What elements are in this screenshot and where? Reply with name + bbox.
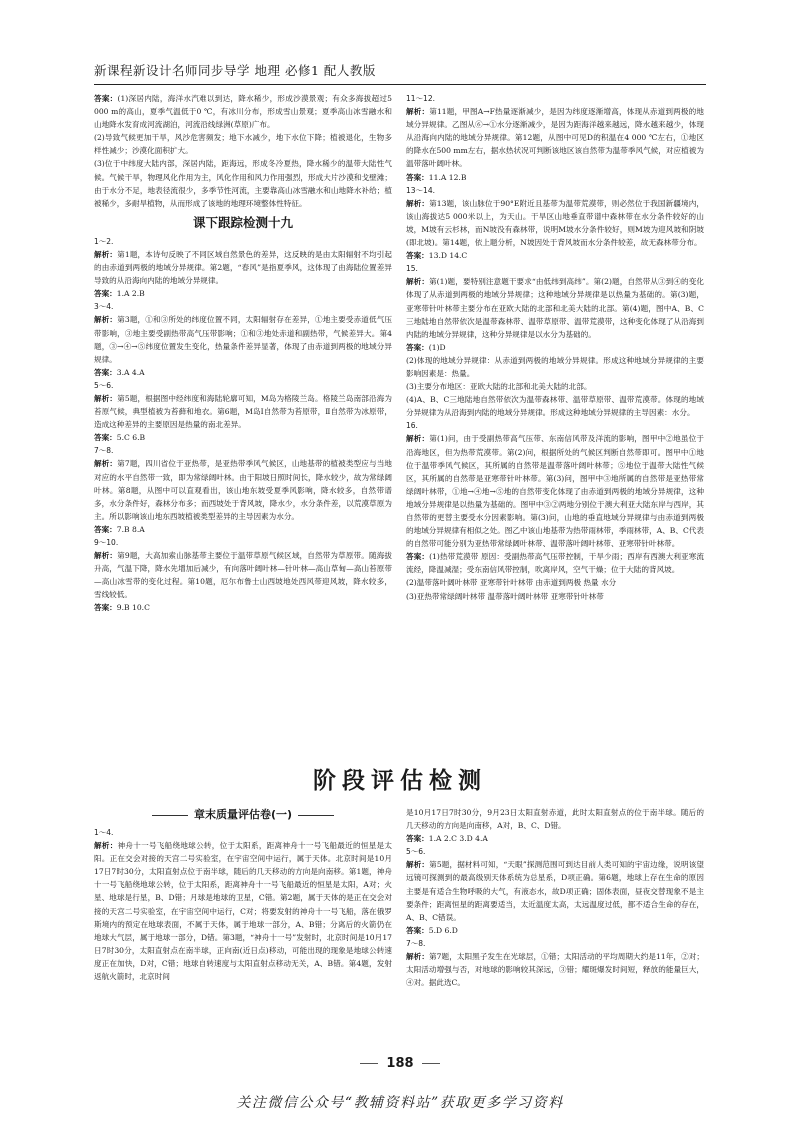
paragraph-label: 解析： [94, 459, 118, 469]
paragraph-label: 解析： [406, 107, 430, 117]
analysis-paragraph [406, 105, 704, 170]
bottom-left-list [94, 826, 392, 983]
answer-paragraph [406, 832, 704, 845]
answer-paragraph [406, 171, 704, 184]
paragraph-label: 答案： [406, 251, 429, 261]
paragraph-text: (1)热带荒漠带 原因：受副热带高气压带控制，干旱少雨；西岸有西澳大利亚寒流流经，降温减湿；受东南信风带控制，吹离岸风，空气干燥；位于大陆的背风坡。 [406, 552, 705, 575]
paragraph-text: 是10月17日7时30分，9月23日太阳直射赤道，此时太阳直射点的位于南半球。随后的几天移动的方向是向南移，A对，B、C、D错。 [406, 808, 704, 831]
text-paragraph [406, 576, 704, 589]
text-paragraph [94, 157, 392, 209]
paragraph-text: 第(1)问，由于受副热带高气压带、东南信风带及洋流的影响，图甲中②地虽位于沿海地区，但为热带荒漠带。第(2)问，根据所处的气候区判断自然带即可。图甲中①地位于温带季风气候区，其所属的自然带是温带落叶阔叶林带；⑤地位于温带大陆性气候区，其所属的自然带是亚寒带针叶林带。第(3)问，图甲中③地所属的自然带是亚热带常绿阔叶林带，①地→④地→⑤地的自然带变化体现了由赤道到两极的地域分异规律，这种地域分异规律是以热量为基础的。图甲中③②两地分别位于澳大利亚大陆东岸与西岸，其自然带的更替主要受水分因素影响。第(3)问，山地的垂直地域分异规律与由赤道到两极的地域分异规律有相似之处。图乙中该山地基带为热带雨林带，季雨林带，A、B、C代表的自然带可能分别为亚热带常绿阔叶林带、温带落叶阔叶林带、亚寒带针叶林带。 [406, 434, 704, 549]
answer-paragraph [94, 366, 392, 379]
paragraph-text: 11.A 12.B [428, 172, 467, 182]
paragraph-text: (2)导致气候更加干旱，风沙危害频发；地下水减少，地下水位下降；植被退化，生物多样性减少；沙漠化面积扩大。 [94, 133, 392, 156]
answer-paragraph [406, 924, 704, 937]
answer-paragraph [406, 249, 704, 262]
paragraph-text: 3.A 4.A [116, 367, 145, 377]
analysis-paragraph [94, 549, 392, 601]
text-paragraph [406, 393, 704, 419]
paragraph-text: 5.D 6.D [428, 925, 458, 935]
paragraph-label: 答案： [94, 603, 117, 613]
paragraph-text: 第7题，太阳黑子发生在光球层，①错；太阳活动的平均周期大约是11年，②对；太阳活动增强与否，对地球的影响较其深远，③错；耀斑爆发时间短，释放的能量巨大，④对。据此选C。 [406, 952, 704, 988]
answer-paragraph [94, 601, 392, 614]
analysis-paragraph [94, 313, 392, 365]
header-title: 新课程新设计名师同步导学 地理 必修1 配人教版 [94, 63, 376, 78]
text-paragraph [406, 354, 704, 380]
title-rule-left [152, 815, 188, 816]
paragraph-text: 第13题，该山脉位于90°E附近且基带为温带荒漠带，则必然位于我国新疆境内，该山海拔达5 000米以上，为天山。干旱区山地垂直带谱中森林带在水分条件较好的山坡，M坡有云杉林，而N坡没有森林带，说明M坡水分条件较好，则M坡为迎风坡和阴坡(即北坡)。第14题，依上题分析，N坡因处于背风坡而水分条件较差，故无森林带分布。 [406, 198, 704, 248]
paragraph-text: 5.C 6.B [116, 433, 146, 443]
paragraph-text: (3)主要分布地区：亚欧大陆的北部和北美大陆的北部。 [406, 382, 592, 392]
bottom-right-list [406, 806, 704, 989]
paragraph-text: 1.A 2.B [116, 289, 145, 299]
paragraph-label: 解析： [94, 315, 118, 325]
question-number: 9～10. [94, 538, 119, 547]
previous-answer-block [94, 92, 392, 210]
text-paragraph [94, 131, 392, 157]
paragraph-text: (4)A、B、C三地陆地自然带依次为温带森林带、温带草原带、温带荒漠带。体现的地域分异规律为从沿海到内陆的地域分异规律。形成这种地域分异规律的主导因素：水分。 [406, 395, 704, 418]
paragraph-label: 答案： [406, 925, 429, 935]
answer-paragraph [94, 431, 392, 444]
paragraph-text: 第5题，据材料可知，“天眼”探测范围可到达目前人类可知的宇宙边缘，说明该望远镜可探测到的最高级别天体系统为总星系，D项正确。第6题，地球上存在生命的原因主要是有适合生物呼吸的大气，有液态水，故D项正确；固体表面，昼夜交替现象不是主要条件；距离恒星的距离要适当，太近温度太高，太远温度过低，都不适合生命的存在，A、B、C错误。 [406, 860, 705, 922]
paragraph-label: 答案： [94, 94, 118, 103]
page-number-wrap [0, 1056, 800, 1071]
paragraph-label: 解析： [94, 551, 118, 561]
paragraph-text: 9.B 10.C [116, 603, 150, 613]
analysis-paragraph [94, 457, 392, 522]
paragraph-text: 13.D 14.C [428, 251, 468, 261]
left-column [94, 92, 392, 615]
analysis-paragraph [406, 197, 704, 249]
paragraph-text: 第11题，甲图A→F热量逐渐减少，是因为纬度逐渐增高，体现从赤道到两极的地域分异规律。乙图从⑥→①水分逐渐减少，是因为距海洋越来越远，降水越来越少，体现从沿海向内陆的地域分异规律。第12题，从图中可见D的积温在4 000 ℃左右，①地区的降水在500 mm左右，据水热状况可判断该地区该自然带为温带季风气候，对应植被为温带落叶阔叶林。 [406, 107, 704, 169]
question-number: 7～8. [406, 938, 426, 948]
question-number: 7～8. [94, 446, 114, 456]
chapter-title: 章末质量评估卷(一) [193, 808, 293, 821]
paragraph-label: 解析： [406, 952, 429, 962]
answer-paragraph [94, 523, 392, 536]
bottom-right-column [406, 806, 704, 989]
paragraph-label: 解析： [406, 277, 430, 287]
paragraph-text: (2)体现的地域分异规律：从赤道到两极的地域分异规律。形成这种地域分异规律的主要影响因素是：热量。 [406, 355, 704, 378]
analysis-paragraph [406, 950, 704, 989]
paragraph-text: (3)亚热带常绿阔叶林带 温带落叶阔叶林带 亚寒带针叶林带 [406, 591, 604, 601]
paragraph-label: 解析： [406, 198, 430, 208]
footer-note: 关注微信公众号“教辅资料站”获取更多学习资料 [236, 1095, 564, 1111]
question-number: 5～6. [406, 847, 426, 857]
question-number: 5～6. [94, 380, 114, 390]
paragraph-label: 答案： [406, 834, 429, 844]
paragraph-text: 1.A 2.C 3.D 4.A [428, 834, 488, 844]
paragraph-label: 解析： [406, 860, 430, 870]
paragraph-text: (3)位于中纬度大陆内部，深居内陆，距海远，形成冬冷夏热，降水稀少的温带大陆性气候。气候干旱，物理风化作用为主，风化作用和风力作用强烈，形成大片沙漠和戈壁滩；由于水分不足，地表径流很少，多季节性河流，主要靠高山冰雪融水和山地降水补给；植被稀少，多耐旱植物，从而形成了该地的地理环境整体性特征。 [94, 159, 392, 208]
paragraph-text: (2)温带落叶阔叶林带 亚寒带针叶林带 由赤道到两极 热量 水分 [406, 578, 617, 588]
page-dash-left [360, 1063, 378, 1064]
title-rule-right [298, 815, 334, 816]
question-number: 11～12. [406, 94, 435, 103]
paragraph-text: (1)深居内陆，海洋水汽难以到达，降水稀少，形成沙漠景观；有众多海拔超过5 000 m的高山，夏季气温低于0 ℃，有冰川分布，形成雪山景观；夏季高山冰雪融水和山地降水发育成河流湖泊，河流沿线绿洲(草原)广布。 [94, 94, 392, 130]
page-dash-right [422, 1063, 440, 1064]
answer-paragraph [94, 92, 392, 131]
paragraph-text: 第5题，根据图中经纬度和海陆轮廓可知，M岛为格陵兰岛。格陵兰岛南部沿海为苔原气候，典型植被为苔藓和地衣。第6题，M岛Ⅰ自然带为苔原带，Ⅱ自然带为冰原带，造成这种差异的主要原因是热量的南北差异。 [94, 393, 393, 430]
answer-paragraph [94, 287, 392, 300]
section-title: 课下跟踪检测十九 [192, 214, 293, 230]
question-number: 1～4. [94, 828, 114, 837]
question-number: 13～14. [406, 185, 435, 195]
paragraph-label: 答案： [94, 433, 117, 443]
answer-paragraph [406, 341, 704, 354]
paragraph-text: 第1题，本诗句反映了不同区域自然景色的差异，这反映的是由太阳辐射不均引起的由赤道到两极的地域分异规律。第2题，“春风”是指夏季风，这体现了由海陆位置差异导致的从沿海向内陆的地域分异规律。 [94, 249, 393, 286]
analysis-paragraph [406, 432, 704, 550]
right-question-list [406, 92, 704, 603]
paragraph-text: (1)D [428, 342, 446, 352]
paragraph-label: 答案： [406, 342, 429, 352]
question-number: 3～4. [94, 302, 114, 312]
text-paragraph [406, 380, 704, 393]
question-number: 1～2. [94, 236, 114, 246]
paragraph-text: 第(1)题，要特别注意题干要求“由低纬到高纬”。第(2)题，自然带从③到④的变化体现了从赤道到两极的地域分异规律；这种地域分异规律是以热量为基础的。第(3)题，亚寒带针叶林带主要分布在亚欧大陆的北部和北美大陆的北部。第(4)题，图中A、B、C三地陆地自然带依次是温带森林带、温带草原带、温带荒漠带，这种变化体现了从沿海到内陆的地域分异规律，这种分异规律是以水分为基础的。 [406, 277, 704, 339]
paragraph-text: 第9题，大高加索山脉基带主要位于温带草原气候区域，自然带为草原带。随海拔升高，气温下降，降水先增加后减少，有向落叶阔叶林—针叶林—高山草甸—高山苔原带—高山冰雪带的变化过程。第10题，厄尔布鲁士山西坡地处西风带迎风坡，降水较多，雪线较低。 [94, 551, 393, 600]
analysis-paragraph [406, 275, 704, 340]
answer-paragraph [406, 550, 704, 576]
text-paragraph [406, 806, 704, 832]
paragraph-label: 答案： [406, 552, 430, 562]
paragraph-label: 解析： [94, 393, 118, 403]
paragraph-label: 答案： [94, 289, 117, 299]
stage-title: 阶段评估检测 [313, 767, 487, 794]
left-question-list [94, 235, 392, 615]
paragraph-label: 解析： [406, 434, 430, 444]
paragraph-label: 答案： [94, 367, 117, 377]
question-number: 16. [406, 421, 418, 431]
analysis-paragraph [94, 248, 392, 287]
analysis-paragraph [94, 839, 392, 983]
paragraph-text: 神舟十一号飞船绕地球公转，位于太阳系，距离神舟十一号飞船最近的恒星是太阳。正在交会对接的天宫二号实验室，在宇宙空间中运行，属于天体。北京时间是10月17日7时30分，太阳直射点位于南半球，随后的几天移动的方向是向南移。第1题，神舟十一号飞船绕地球公转，位于太阳系，距离神舟十一号飞船最近的恒星是太阳，A对；火星、地球是行星，B、D错；月球是地球的卫星，C错。第2题，属于天体的是正在交会对接的天宫二号实验室，在宇宙空间中运行，C对；将要发射的神舟十一号飞船，落在俄罗斯境内的预定在地球表面，不属于天体，属于地球一部分，A、B错；分离后的火箭仍在地球大气层，属于地球一部分，D错。第3题，“神舟十一号”发射时，北京时间是10月17日7时30分，太阳直射点在南半球，正向南(近日点)移动，可能出现的现象是地球公转速度正在加快，D对，C错；地球自转速度与太阳直射点移动无关，A、B错。第4题，发射返航火箭时，北京时间 [94, 841, 392, 982]
analysis-paragraph [406, 858, 704, 923]
page-header [94, 58, 706, 85]
paragraph-label: 解析： [94, 249, 118, 259]
paragraph-label: 答案： [94, 524, 117, 534]
paragraph-text: 第3题，①和③所处的纬度位置不同，太阳辐射存在差异，①地主要受赤道低气压带影响，③地主要受副热带高气压带影响；①和③地处赤道和副热带，气候差异大。第4题，③→④→⑤纬度位置发生变化，热量条件差异显著，体现了由赤道到两极的地域分异规律。 [94, 315, 393, 364]
right-column [406, 92, 704, 603]
page-number: 188 [386, 1056, 414, 1071]
chapter-title-wrap [94, 806, 392, 822]
paragraph-text: 7.B 8.A [116, 524, 145, 534]
paragraph-text: 第7题，四川省位于亚热带，是亚热带季风气候区，山地基带的植被类型应与当地对应的水平自然带一致，即为常绿阔叶林。由于阳坡日照时间长，降水较少，故为常绿阔叶林。第8题，从图中可以直观看出，该山地东坡受夏季风影响，降水较多，自然带谱多，水分条件好，森林分布多；而西坡处于背风坡，降水少，水分条件差，以荒漠草原为主。所以影响该山地东西坡植被类型差异的主导因素为水分。 [94, 459, 393, 521]
bottom-left-column [94, 826, 392, 983]
text-paragraph [406, 590, 704, 603]
question-number: 15. [406, 264, 418, 274]
paragraph-label: 答案： [406, 172, 429, 182]
paragraph-label: 解析： [94, 841, 118, 851]
analysis-paragraph [94, 392, 392, 431]
